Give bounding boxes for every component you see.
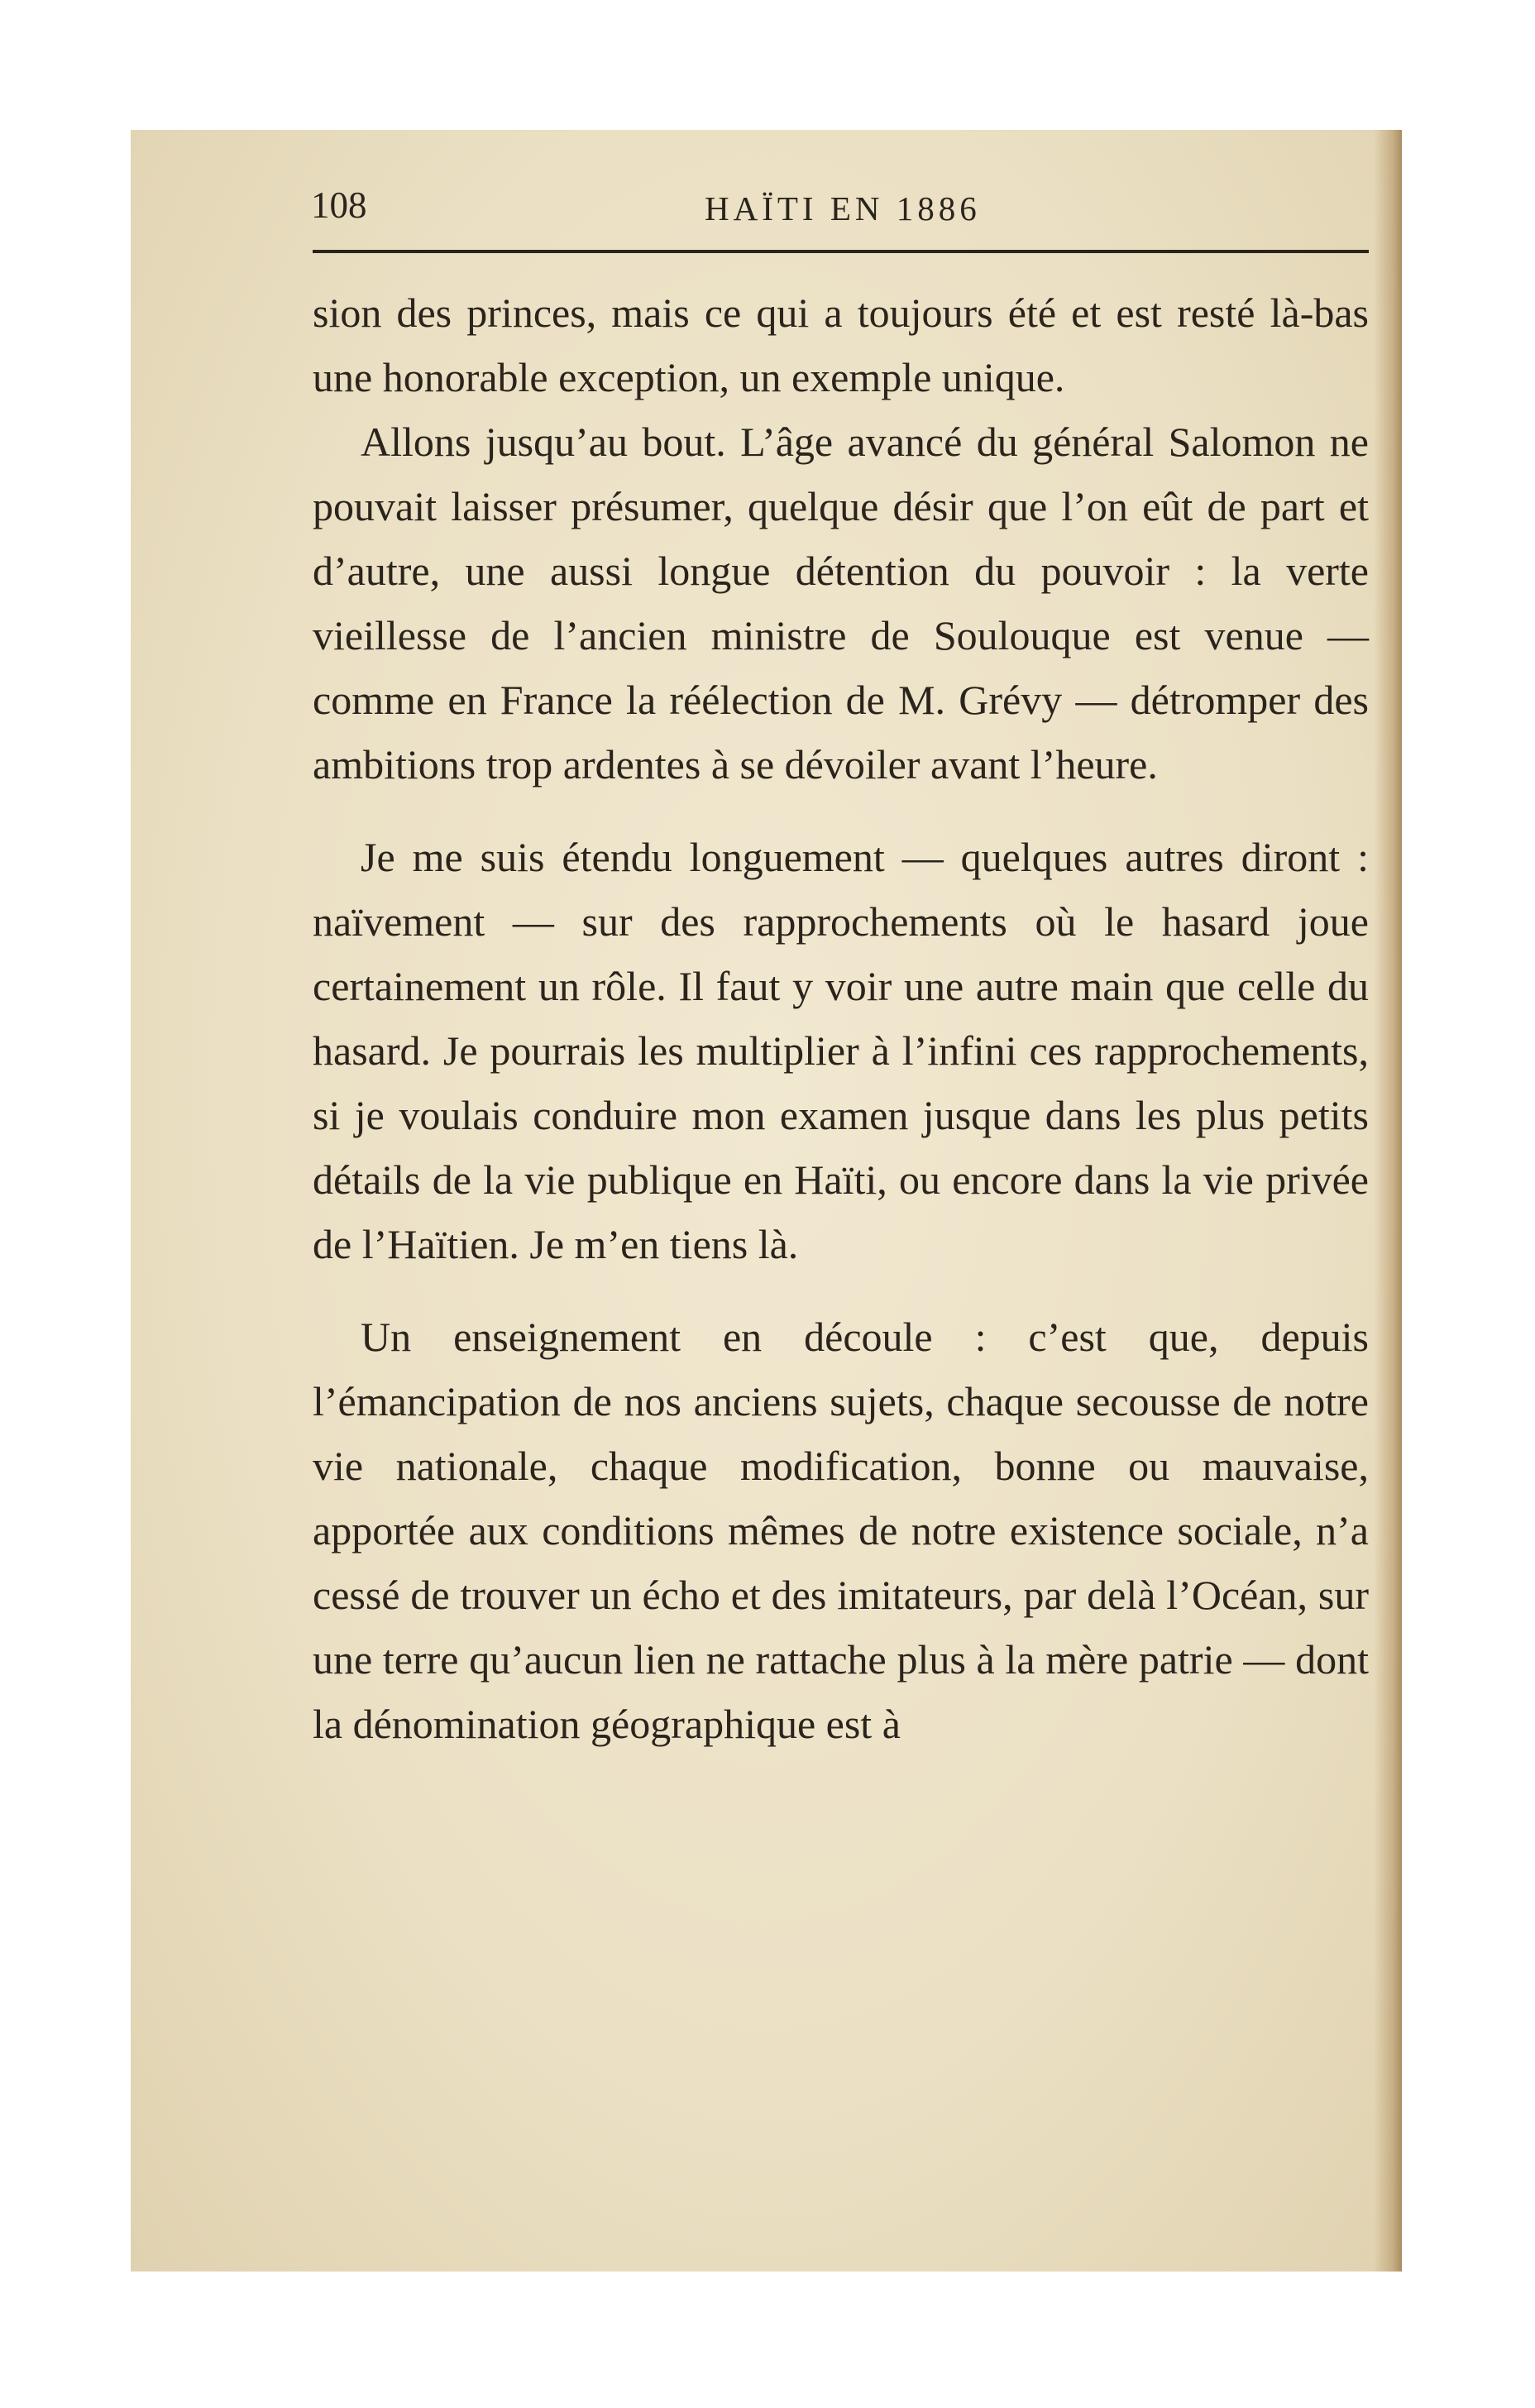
paragraph-1: sion des princes, mais ce qui a toujours été et est resté là-bas une honorable exception, un exemple unique. [313, 290, 1369, 400]
body-text [313, 280, 1369, 1756]
paragraph-2: Allons jusqu’au bout. L’âge avancé du général Salomon ne pouvait laisser présumer, quelque désir que l’on eût de part et d’autre, une aussi longue détention du pouvoir : la verte vieillesse de l’ancien ministre de Soulouque est venue — comme en France la réélection de M. Grévy — détromper des ambitions trop ardentes à se dévoiler avant l’heure. [313, 419, 1369, 788]
paragraph-4: Un enseignement en découle : c’est que, depuis l’émancipation de nos anciens sujets, chaque secousse de notre vie nationale, chaque modification, bonne ou mauvaise, apportée aux conditions mêmes de notre existence sociale, n’a cessé de trouver un écho et des imitateurs, par delà l’Océan, sur une terre qu’aucun lien ne rattache plus à la mère patrie — dont la dénomination géographique est à [313, 1314, 1369, 1747]
paragraph-3: Je me suis étendu longuement — quelques autres diront : naïvement — sur des rapprochements où le hasard joue certainement un rôle. Il faut y voir une autre main que celle du hasard. Je pourrais les multiplier à l’infini ces rapprochements, si je voulais conduire mon examen jusque dans les plus petits détails de la vie publique en Haïti, ou encore dans la vie privée de l’Haïtien. Je m’en tiens là. [313, 834, 1369, 1267]
header-rule [313, 250, 1369, 253]
page-number: 108 [311, 184, 367, 226]
page-edge-shadow [1374, 130, 1402, 2272]
running-title: HAÏTI EN 1886 [705, 189, 981, 227]
